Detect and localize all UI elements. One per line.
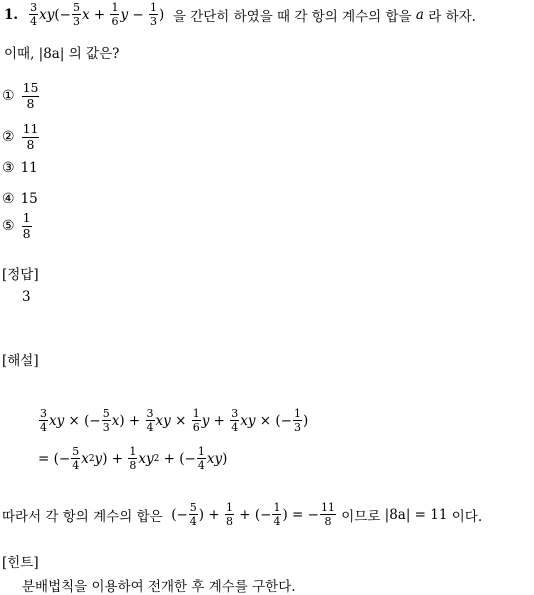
solution-label: [해설] — [2, 353, 39, 369]
option-mark: ④ — [2, 191, 15, 207]
question-text-2b: 의 값은? — [68, 46, 120, 62]
solution-step-2: = (− $\frac{5}{4}$ x 2 y ) + $\frac{1}{8}$ xy 2 + (− $\frac{1}{4}$ xy ) — [38, 445, 228, 472]
conclusion-expr: |8a| = 11 — [384, 506, 448, 523]
var-a: a — [415, 6, 424, 23]
frac-5-3: $\frac{5}{3}$ — [72, 1, 80, 28]
frac-1-3: $\frac{1}{3}$ — [150, 1, 158, 28]
option-value: 15 — [20, 191, 38, 207]
option-mark: ② — [2, 129, 15, 145]
hint-label: [힌트] — [2, 555, 39, 571]
hint-text: 분배법칙을 이용하여 전개한 후 계수를 구한다. — [22, 579, 296, 595]
option-value: 11 — [20, 160, 38, 176]
conclusion-text: 따라서 각 항의 계수의 합은 — [2, 508, 163, 525]
option-4[interactable] — [2, 191, 38, 207]
conclusion-end: 이다. — [451, 508, 483, 525]
option-5[interactable] — [2, 212, 33, 240]
option-1[interactable] — [2, 82, 40, 110]
option-fraction: $\frac{1}{8}$ — [22, 210, 31, 241]
question-text-2a: 이때, — [4, 46, 35, 62]
option-fraction: $\frac{15}{8}$ — [22, 80, 39, 111]
answer-label: [정답] — [2, 267, 39, 283]
solution-conclusion: 따라서 각 항의 계수의 합은 (− $\frac{5}{4}$ ) + $\frac{1}{8}$ + (− $\frac{1}{4}$ ) = − $\frac{11}{8}$ 이므로 |8a| = 11 이다. — [2, 501, 483, 528]
abs-expr: |8a| — [38, 46, 65, 62]
option-fraction: $\frac{11}{8}$ — [22, 121, 39, 152]
frac-1-6: $\frac{1}{6}$ — [111, 1, 119, 28]
option-mark: ③ — [2, 160, 15, 176]
option-3[interactable] — [2, 160, 38, 176]
option-mark: ① — [2, 88, 15, 104]
question-text: 을 간단히 하였을 때 각 항의 계수의 합을 — [172, 8, 412, 25]
question-text-end: 라 하자. — [428, 8, 476, 25]
solution-step-1: $\frac{3}{4}$ xy × (− $\frac{5}{3}$ x ) + $\frac{3}{4}$ xy × $\frac{1}{6}$ y + $\frac{3}{4}$ xy × (− $\frac{1}{3}$ ) — [40, 407, 309, 434]
frac-3-4: $\frac{3}{4}$ — [30, 1, 38, 28]
option-2[interactable] — [2, 123, 40, 151]
question-line-1: 1. $\frac{3}{4}$ xy (− $\frac{5}{3}$ x + $\frac{1}{6}$ y − $\frac{1}{3}$ ) 을 간단히 하였을 때 각 항의 계수의 합을 a 라 하자. — [4, 1, 476, 28]
option-mark: ⑤ — [2, 218, 15, 234]
question-number: 1. — [4, 6, 19, 23]
conclusion-mid: 이므로 — [341, 508, 381, 525]
question-line-2 — [4, 42, 119, 62]
answer-value: 3 — [22, 289, 31, 305]
